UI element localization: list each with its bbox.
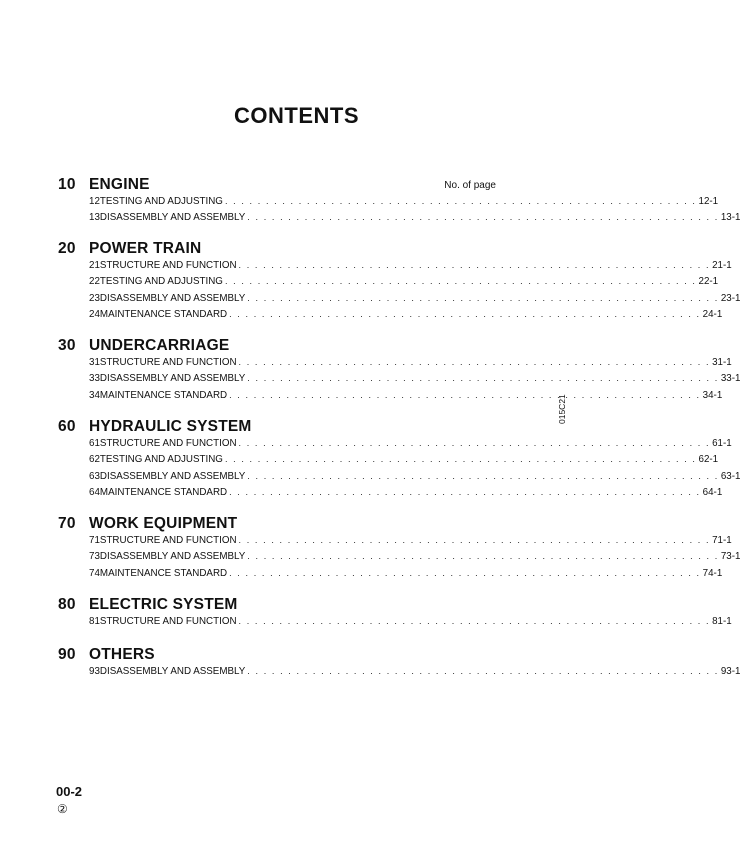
toc-entry[interactable] bbox=[89, 551, 740, 567]
section-undercarriage bbox=[58, 337, 740, 406]
leader-dots: . . . . . . . . . . . . . . . . . . . . . . . . . . . . . . . . . . . . . . . . . . . . . . . . . . . . . . . . . . bbox=[229, 486, 701, 497]
entry-title: DISASSEMBLY AND ASSEMBLY bbox=[99, 470, 246, 482]
section-number: 20 bbox=[58, 240, 76, 257]
entry-page: 24-1 bbox=[702, 308, 723, 320]
entry-title: TESTING AND ADJUSTING bbox=[99, 276, 223, 288]
entry-page: 12-1 bbox=[698, 196, 719, 207]
section-heading bbox=[58, 646, 496, 666]
toc-entry[interactable] bbox=[89, 357, 732, 373]
entry-number: 63 bbox=[89, 470, 100, 482]
entry-title: STRUCTURE AND FUNCTION bbox=[99, 438, 237, 449]
toc-entry[interactable] bbox=[89, 567, 723, 584]
entry-title: TESTING AND ADJUSTING bbox=[99, 196, 223, 207]
entry-title: STRUCTURE AND FUNCTION bbox=[99, 357, 237, 368]
entry-title: TESTING AND ADJUSTING bbox=[99, 454, 223, 466]
leader-dots: . . . . . . . . . . . . . . . . . . . . . . . . . . . . . . . . . . . . . . . . . . . . . . . . . . . . . . . . . . bbox=[224, 276, 697, 287]
entry-page: 21-1 bbox=[712, 260, 732, 271]
section-hydraulic-system bbox=[58, 418, 740, 503]
section-power-train bbox=[58, 240, 740, 325]
entry-title: STRUCTURE AND FUNCTION bbox=[99, 535, 237, 546]
leader-dots: . . . . . . . . . . . . . . . . . . . . . . . . . . . . . . . . . . . . . . . . . . . . . . . . . . . . . . . . . . bbox=[247, 373, 719, 384]
footer-page-code: 00-2 bbox=[56, 784, 83, 799]
entry-page: 71-1 bbox=[712, 535, 732, 546]
toc-entry[interactable] bbox=[89, 196, 719, 212]
leader-dots: . . . . . . . . . . . . . . . . . . . . . . . . . . . . . . . . . . . . . . . . . . . . . . . . . . . . . . . . . . bbox=[238, 616, 711, 626]
entry-title: MAINTENANCE STANDARD bbox=[99, 486, 228, 498]
entry-title: DISASSEMBLY AND ASSEMBLY bbox=[99, 373, 246, 385]
toc-entry[interactable] bbox=[89, 470, 740, 487]
entry-page: 62-1 bbox=[698, 454, 719, 466]
leader-dots: . . . . . . . . . . . . . . . . . . . . . . . . . . . . . . . . . . . . . . . . . . . . . . . . . . . . . . . . . . bbox=[238, 535, 711, 545]
entry-page: 93-1 bbox=[720, 666, 740, 677]
entry-page: 74-1 bbox=[702, 567, 723, 579]
section-electric-system bbox=[58, 596, 732, 632]
leader-dots: . . . . . . . . . . . . . . . . . . . . . . . . . . . . . . . . . . . . . . . . . . . . . . . . . . . . . . . . . . bbox=[224, 454, 697, 465]
entry-page: 61-1 bbox=[712, 438, 732, 449]
toc-entry[interactable] bbox=[89, 373, 740, 389]
section-title: ENGINE bbox=[89, 176, 150, 193]
section-heading bbox=[58, 515, 496, 535]
entry-number: 31 bbox=[89, 357, 100, 368]
leader-dots: . . . . . . . . . . . . . . . . . . . . . . . . . . . . . . . . . . . . . . . . . . . . . . . . . . . . . . . . . . bbox=[238, 438, 711, 448]
entry-page: 64-1 bbox=[702, 486, 723, 498]
section-number: 30 bbox=[58, 337, 76, 354]
page-title: CONTENTS bbox=[234, 103, 359, 128]
page-number-column-header: No. of page bbox=[444, 180, 496, 191]
toc-entry[interactable] bbox=[89, 292, 740, 309]
section-title: WORK EQUIPMENT bbox=[89, 515, 238, 532]
entry-page: 33-1 bbox=[720, 373, 740, 385]
entry-title: STRUCTURE AND FUNCTION bbox=[99, 616, 237, 627]
entry-number: 23 bbox=[89, 292, 100, 304]
entry-number: 22 bbox=[89, 276, 100, 288]
leader-dots: . . . . . . . . . . . . . . . . . . . . . . . . . . . . . . . . . . . . . . . . . . . . . . . . . . . . . . . . . . bbox=[238, 260, 711, 270]
entry-number: 62 bbox=[89, 454, 100, 466]
entry-title: MAINTENANCE STANDARD bbox=[99, 389, 228, 401]
entry-page: 22-1 bbox=[698, 276, 719, 288]
entry-title: MAINTENANCE STANDARD bbox=[99, 308, 228, 320]
entry-number: 81 bbox=[89, 616, 100, 627]
leader-dots: . . . . . . . . . . . . . . . . . . . . . . . . . . . . . . . . . . . . . . . . . . . . . . . . . . . . . . . . . . bbox=[238, 357, 711, 367]
toc-entry[interactable] bbox=[89, 616, 732, 632]
entry-title: DISASSEMBLY AND ASSEMBLY bbox=[99, 551, 246, 563]
entry-number: 33 bbox=[89, 373, 100, 385]
section-title: HYDRAULIC SYSTEM bbox=[89, 418, 252, 435]
section-number: 70 bbox=[58, 515, 76, 532]
section-heading bbox=[58, 240, 496, 260]
leader-dots: . . . . . . . . . . . . . . . . . . . . . . . . . . . . . . . . . . . . . . . . . . . . . . . . . . . . . . . . . . bbox=[224, 196, 697, 206]
section-heading bbox=[58, 596, 496, 616]
entry-page: 73-1 bbox=[720, 551, 740, 563]
toc-entry[interactable] bbox=[89, 666, 740, 682]
leader-dots: . . . . . . . . . . . . . . . . . . . . . . . . . . . . . . . . . . . . . . . . . . . . . . . . . . . . . . . . . . bbox=[229, 389, 701, 400]
footer-revision-mark: ② bbox=[57, 802, 68, 816]
toc-entry[interactable] bbox=[89, 535, 732, 551]
toc-entry[interactable] bbox=[89, 389, 723, 406]
toc-entry[interactable] bbox=[89, 212, 740, 228]
leader-dots: . . . . . . . . . . . . . . . . . . . . . . . . . . . . . . . . . . . . . . . . . . . . . . . . . . . . . . . . . . bbox=[247, 666, 719, 676]
entry-page: 23-1 bbox=[720, 292, 740, 304]
section-heading bbox=[58, 337, 496, 357]
toc-entry[interactable] bbox=[89, 260, 732, 276]
entry-number: 64 bbox=[89, 486, 100, 498]
entry-page: 81-1 bbox=[712, 616, 732, 627]
entry-page: 31-1 bbox=[712, 357, 732, 368]
section-number: 90 bbox=[58, 646, 76, 663]
section-number: 10 bbox=[58, 176, 76, 193]
entry-number: 73 bbox=[89, 551, 100, 563]
section-title: POWER TRAIN bbox=[89, 240, 202, 257]
section-others bbox=[58, 646, 740, 682]
section-number: 60 bbox=[58, 418, 76, 435]
entry-page: 13-1 bbox=[720, 212, 740, 224]
entry-number: 71 bbox=[89, 535, 100, 546]
entry-title: STRUCTURE AND FUNCTION bbox=[99, 260, 237, 271]
toc-entry[interactable] bbox=[89, 486, 723, 503]
entry-page: 34-1 bbox=[702, 389, 723, 401]
entry-number: 24 bbox=[89, 308, 100, 320]
entry-number: 74 bbox=[89, 567, 100, 579]
leader-dots: . . . . . . . . . . . . . . . . . . . . . . . . . . . . . . . . . . . . . . . . . . . . . . . . . . . . . . . . . . bbox=[229, 308, 701, 319]
entry-page: 63-1 bbox=[720, 470, 740, 482]
entry-number: 93 bbox=[89, 666, 100, 677]
leader-dots: . . . . . . . . . . . . . . . . . . . . . . . . . . . . . . . . . . . . . . . . . . . . . . . . . . . . . . . . . . bbox=[229, 567, 701, 578]
entry-number: 61 bbox=[89, 438, 100, 449]
entry-title: MAINTENANCE STANDARD bbox=[99, 567, 228, 579]
section-engine bbox=[58, 176, 740, 229]
leader-dots: . . . . . . . . . . . . . . . . . . . . . . . . . . . . . . . . . . . . . . . . . . . . . . . . . . . . . . . . . . bbox=[247, 292, 719, 303]
entry-number: 12 bbox=[89, 196, 100, 207]
document-code: 015C21 bbox=[557, 394, 567, 424]
entry-title: DISASSEMBLY AND ASSEMBLY bbox=[99, 292, 246, 304]
section-title: OTHERS bbox=[89, 646, 155, 663]
toc-entry[interactable] bbox=[89, 438, 732, 454]
section-work-equipment bbox=[58, 515, 740, 584]
leader-dots: . . . . . . . . . . . . . . . . . . . . . . . . . . . . . . . . . . . . . . . . . . . . . . . . . . . . . . . . . . bbox=[247, 470, 719, 481]
section-title: UNDERCARRIAGE bbox=[89, 337, 230, 354]
toc-entry[interactable] bbox=[89, 454, 719, 470]
toc-entry[interactable] bbox=[89, 308, 723, 325]
entry-number: 13 bbox=[89, 212, 100, 224]
toc-entry[interactable] bbox=[89, 276, 719, 292]
entry-number: 21 bbox=[89, 260, 100, 271]
leader-dots: . . . . . . . . . . . . . . . . . . . . . . . . . . . . . . . . . . . . . . . . . . . . . . . . . . . . . . . . . . bbox=[247, 551, 719, 562]
section-heading bbox=[58, 176, 496, 196]
entry-title: DISASSEMBLY AND ASSEMBLY bbox=[99, 212, 246, 224]
entry-title: DISASSEMBLY AND ASSEMBLY bbox=[99, 666, 246, 677]
section-number: 80 bbox=[58, 596, 76, 613]
entry-number: 34 bbox=[89, 389, 100, 401]
leader-dots: . . . . . . . . . . . . . . . . . . . . . . . . . . . . . . . . . . . . . . . . . . . . . . . . . . . . . . . . . . bbox=[247, 212, 719, 223]
section-heading bbox=[58, 418, 496, 438]
section-title: ELECTRIC SYSTEM bbox=[89, 596, 238, 613]
